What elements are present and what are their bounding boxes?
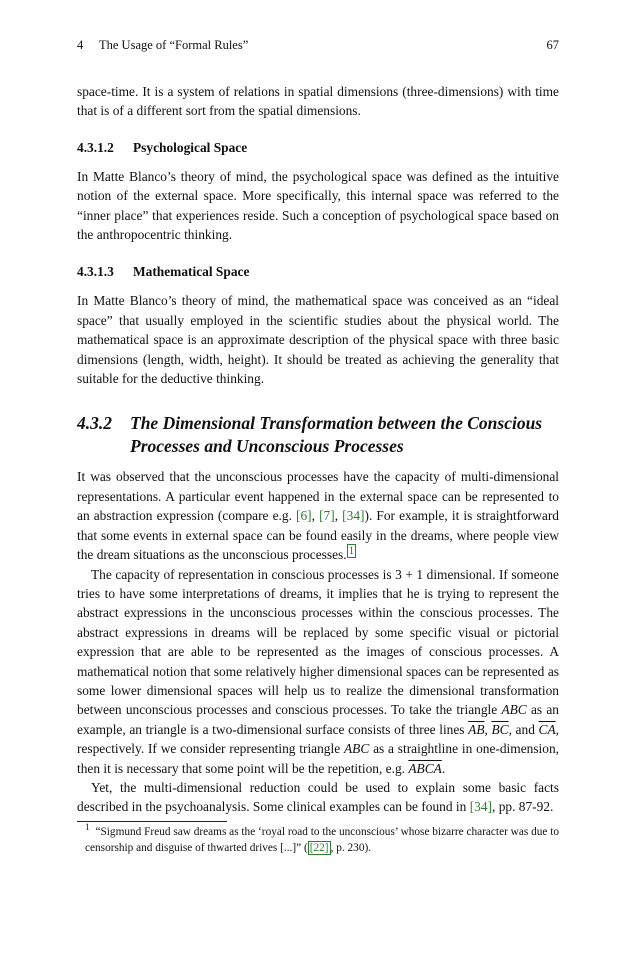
citation-link[interactable]: [34]	[342, 508, 365, 524]
section-number: 4.3.2	[77, 413, 112, 434]
running-title	[77, 38, 248, 56]
section-number: 4.3.1.3	[77, 264, 114, 280]
section-title: The Dimensional Transformation between the Conscious Processes and Unconscious Processes	[130, 413, 543, 457]
footnote-divider	[77, 821, 227, 822]
chapter-number: 4	[77, 38, 84, 52]
paragraph-dimensional-reduction: Yet, the multi-dimensional reduction could be used to explain some basic facts described in the psychoanalysis. Some clinical examples can be found in [34], pp. 87-92.	[77, 779, 559, 815]
paragraph-mathematical-space: In Matte Blanco’s theory of mind, the mathematical space was conceived as an “ideal space” that usually employed in the scientific studies about the physical world. The mathematical space is an approximate description of the physical space with three basic dimensions (length, width, height). It should be treated as achieving the generality that suitable for the deductive thinking.	[77, 293, 559, 387]
page-number: 67	[546, 38, 559, 52]
citation-link[interactable]: [34]	[469, 799, 492, 815]
citation-link[interactable]: [6]	[296, 508, 312, 524]
paragraph-representation-capacity: The capacity of representation in conscious processes is 3 + 1 dimensional. If someone tries to have some interpretations of dreams, it implies that he is trying to represent the abstract expressions in the unconscious processes within the conscious processes. The abstract expressions in dreams will be replaced by some specific visual or pictorial expression that are able to be represented as the images of conscious processes. A mathematical notion that some relatively higher dimensional spaces can be represented as some lower dimensional spaces will help us to realize the dimensional transformation between unconscious processes and conscious processes. To take the triangle ABC as an example, an triangle is a two-dimensional surface consists of three lines $\overline{AB}$, $\overline{BC}$, and $\overline{CA}$, respectively. If we consider representing triangle ABC as a straightline in one-dimension, then it is necessary that some point will be the repetition, e.g. ABCA.	[77, 566, 559, 776]
footnote-marker-link[interactable]: 1	[348, 544, 355, 557]
citation-link[interactable]: [7]	[319, 508, 335, 524]
chapter-title: The Usage of “Formal Rules”	[99, 38, 249, 52]
math-segment-ca: $\overline{CA}$	[538, 721, 556, 737]
math-abc: ABC	[501, 702, 527, 718]
page	[77, 38, 559, 856]
section-number: 4.3.1.2	[77, 139, 114, 155]
math-abc: ABC	[343, 741, 370, 757]
math-segment-abca: ABCA	[408, 760, 442, 776]
subsubsection-heading-mathematical-space	[77, 264, 559, 280]
footnote: $^1$ “Sigmund Freud saw dreams as the ‘royal road to the unconscious’ whose bizarre character was due to censorship and disguise of thwarted drives [...]” ( [22] , p. 230).	[85, 822, 559, 854]
subsubsection-heading-psychological-space	[77, 140, 559, 156]
section-title: Psychological Space	[133, 139, 248, 155]
math-segment-bc: $\overline{BC}$	[491, 721, 509, 737]
math-segment-ab: $\overline{AB}$	[468, 721, 485, 737]
paragraph-continued: space-time. It is a system of relations in spatial dimensions (three-dimensions) with time that is of a different sort from the spatial dimensions.	[77, 84, 559, 119]
section-title: Mathematical Space	[133, 264, 250, 280]
paragraph-psychological-space: In Matte Blanco’s theory of mind, the psychological space was defined as the intuitive notion of the external space. More specifically, this internal space was referred to the “inner place” that experiences reside. Such a conception of psychological space based on the anthropocentric thinking.	[77, 168, 559, 243]
footnote-number: 1	[85, 822, 90, 833]
subsection-heading-dimensional-transformation	[77, 412, 559, 458]
citation-link[interactable]: [22]	[309, 841, 329, 854]
paragraph-multidimensional: It was observed that the unconscious processes have the capacity of multi-dimensional representations. A particular event happened in the external space can be represented to an abstraction expression (compare e.g. [6], [7], [34]). For example, it is straightforward that some events in external space can be found easily in the dreams, where people view the dream situations as the unconscious processes. $^1$	[77, 469, 559, 563]
running-header	[77, 38, 559, 56]
